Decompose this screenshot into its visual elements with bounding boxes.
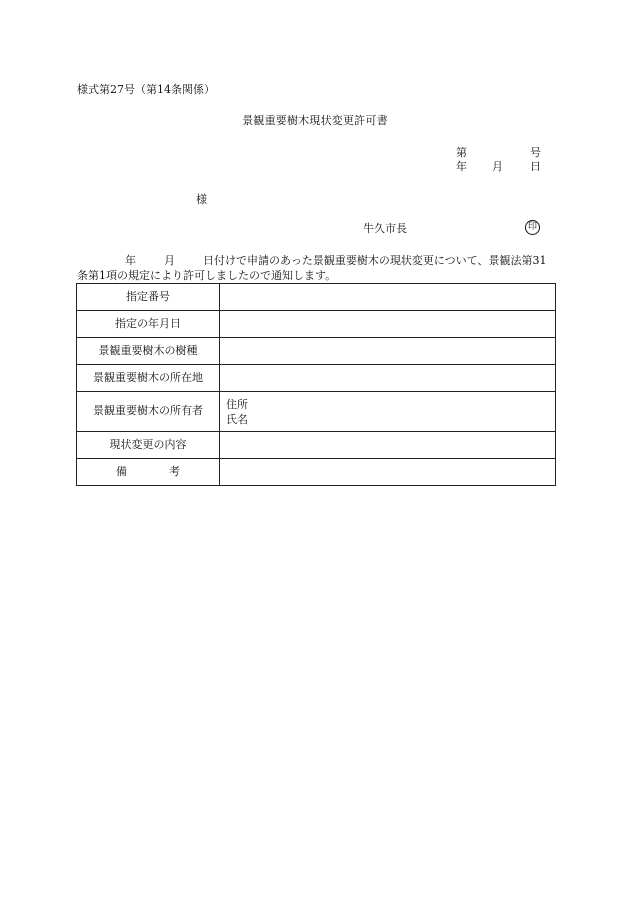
table-row — [77, 459, 556, 486]
tree-species-label: 景観重要樹木の樹種 — [77, 338, 220, 365]
notification-body — [77, 253, 557, 283]
table-row — [77, 392, 556, 432]
designation-number-value — [220, 284, 556, 311]
table-row — [77, 284, 556, 311]
date-year: 年 — [456, 160, 467, 173]
remarks-value — [220, 459, 556, 486]
date-day: 日 — [530, 160, 541, 173]
tree-owner-value — [220, 392, 556, 432]
date-month: 月 — [492, 160, 503, 173]
table-row — [77, 338, 556, 365]
seal-mark: 印 — [525, 220, 540, 235]
tree-species-value — [220, 338, 556, 365]
designation-date-label: 指定の年月日 — [77, 311, 220, 338]
permit-details-table — [76, 283, 556, 486]
document-title: 景観重要樹木現状変更許可書 — [242, 114, 388, 127]
form-number: 様式第27号（第14条関係） — [77, 83, 215, 96]
addressee-suffix: 様 — [196, 193, 207, 206]
designation-number-label: 指定番号 — [77, 284, 220, 311]
number-prefix: 第 — [456, 146, 467, 159]
change-details-value — [220, 432, 556, 459]
body-text: 日付けで申請のあった景観重要樹木の現状変更について、景観法第31条第1項の規定により許可しましたので通知します。 — [77, 254, 547, 282]
table-row — [77, 432, 556, 459]
remarks-label — [77, 459, 220, 486]
table-row — [77, 311, 556, 338]
tree-location-label: 景観重要樹木の所在地 — [77, 365, 220, 392]
remarks-label-part2: 考 — [169, 464, 180, 478]
owner-name-label: 氏名 — [226, 412, 248, 426]
designation-date-value — [220, 311, 556, 338]
change-details-label: 現状変更の内容 — [77, 432, 220, 459]
body-year: 年 — [125, 254, 136, 267]
issuer-name: 牛久市長 — [363, 222, 407, 235]
number-suffix: 号 — [530, 146, 541, 159]
tree-location-value — [220, 365, 556, 392]
body-month: 月 — [164, 254, 175, 267]
table-row — [77, 365, 556, 392]
remarks-label-part1: 備 — [116, 464, 127, 478]
tree-owner-label: 景観重要樹木の所有者 — [77, 392, 220, 432]
owner-address-label: 住所 — [226, 397, 248, 411]
